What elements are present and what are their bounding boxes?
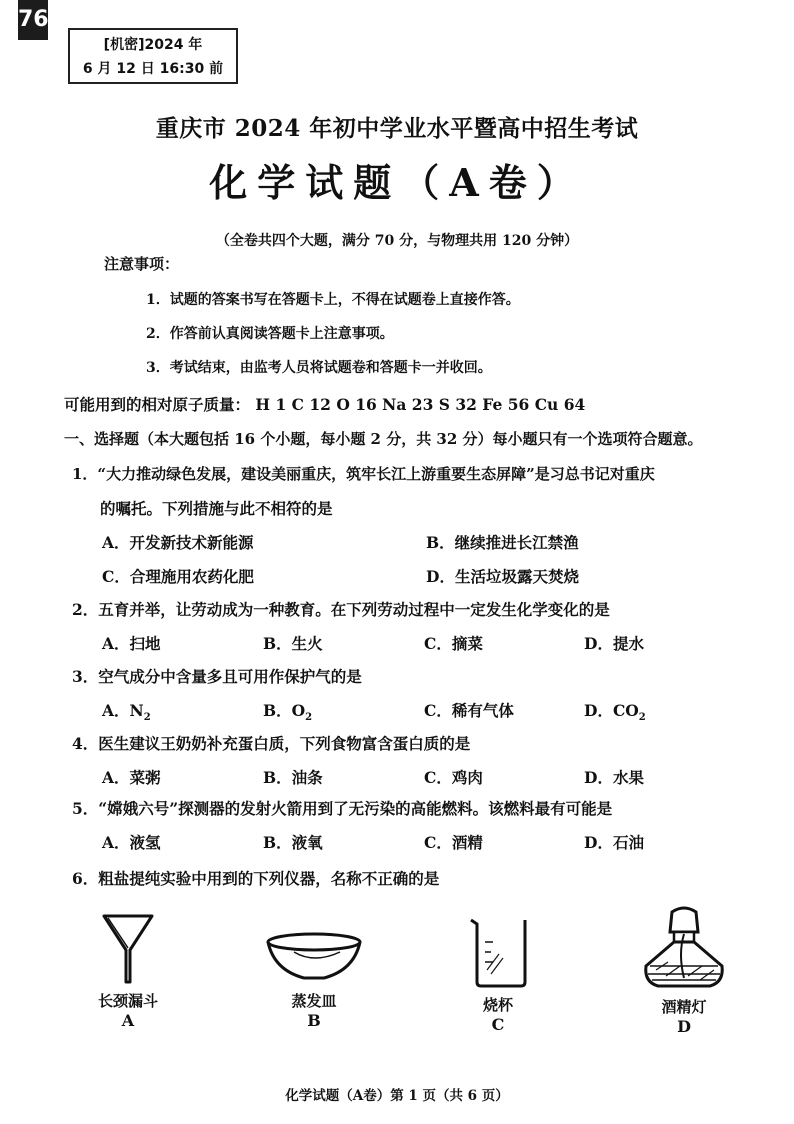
figure-c — [456, 914, 540, 1034]
question-3-stem: 3．空气成分中含量多且可用作保护气的是 — [72, 667, 362, 686]
exam-note: （全卷共四个大题，满分 70 分，与物理共用 120 分钟） — [215, 233, 579, 249]
question-5-option-c: C．酒精 — [424, 833, 483, 852]
question-5-option-d: D．石油 — [584, 833, 644, 852]
question-3-option-d — [584, 699, 646, 723]
question-3-option-a-text: A．N — [102, 701, 144, 720]
atomic-masses: 可能用到的相对原子质量： H 1 C 12 O 16 Na 23 S 32 Fe 56 Cu 64 — [64, 395, 586, 414]
beaker-icon — [463, 914, 533, 990]
question-2-option-a: A．扫地 — [102, 634, 161, 653]
figure-d-letter: D — [677, 1017, 691, 1036]
figure-b-label: 蒸发皿 — [291, 992, 337, 1010]
notice-title: 注意事项： — [104, 255, 180, 273]
corner-page-marker: 76 — [18, 0, 48, 40]
question-4-option-a: A．菜粥 — [102, 768, 161, 787]
evaporating-dish-icon — [264, 930, 364, 986]
subscript: 2 — [305, 712, 313, 724]
figure-a — [86, 910, 170, 1030]
subscript: 2 — [143, 712, 151, 724]
question-1-option-d: D．生活垃圾露天焚烧 — [426, 567, 579, 586]
question-2-stem: 2．五育并举，让劳动成为一种教育。在下列劳动过程中一定发生化学变化的是 — [72, 600, 610, 619]
question-3-option-c: C．稀有气体 — [424, 701, 514, 720]
question-5-option-b: B．液氧 — [263, 833, 323, 852]
question-4-option-c: C．鸡肉 — [424, 768, 483, 787]
question-1-stem: 1．“大力推动绿色发展，建设美丽重庆，筑牢长江上游重要生态屏障”是习总书记对重庆 — [72, 465, 655, 483]
figure-d-label: 酒精灯 — [661, 998, 707, 1016]
figure-a-label: 长颈漏斗 — [97, 992, 158, 1010]
question-3-option-b-text: B．O — [263, 701, 306, 720]
confidential-line-2: 6 月 12 日 16:30 前 — [82, 61, 224, 77]
confidential-box — [68, 28, 238, 84]
question-2-option-b: B．生火 — [263, 634, 323, 653]
question-4-option-d: D．水果 — [584, 768, 644, 787]
notice-item-2: 2．作答前认真阅读答题卡上注意事项。 — [146, 326, 394, 342]
notice-item-1: 1．试题的答案书写在答题卡上，不得在试题卷上直接作答。 — [146, 292, 520, 308]
question-3-option-d-text: D．CO — [584, 701, 639, 720]
confidential-line-1: [机密]2024 年 — [103, 37, 203, 53]
question-1-option-b: B．继续推进长江禁渔 — [426, 533, 579, 552]
funnel-icon — [98, 910, 158, 986]
subscript: 2 — [638, 712, 646, 724]
figure-c-label: 烧杯 — [482, 996, 513, 1014]
section-1-heading: 一、选择题（本大题包括 16 个小题，每小题 2 分，共 32 分）每小题只有一个选项符合题意。 — [64, 430, 703, 448]
question-3-option-a — [102, 699, 151, 723]
question-5-option-a: A．液氢 — [102, 833, 161, 852]
exam-title: 重庆市 2024 年初中学业水平暨高中招生考试 — [155, 115, 639, 142]
question-3-option-b — [263, 699, 312, 723]
figure-d — [636, 904, 732, 1036]
figure-a-letter: A — [121, 1011, 135, 1030]
question-1-option-a: A．开发新技术新能源 — [102, 533, 254, 552]
question-2-option-d: D．提水 — [584, 634, 644, 653]
alcohol-lamp-icon — [638, 904, 730, 992]
question-1-option-c: C．合理施用农药化肥 — [102, 567, 254, 586]
figure-c-letter: C — [491, 1015, 505, 1034]
page-footer: 化学试题（A卷）第 1 页（共 6 页） — [285, 1088, 509, 1104]
subject-title: 化学试题（A卷） — [209, 160, 585, 205]
question-5-stem: 5．“嫦娥六号”探测器的发射火箭用到了无污染的高能燃料。该燃料最有可能是 — [72, 799, 613, 818]
question-4-option-b: B．油条 — [263, 768, 323, 787]
question-4-stem: 4．医生建议王奶奶补充蛋白质，下列食物富含蛋白质的是 — [72, 734, 471, 753]
figure-b-letter: B — [307, 1011, 321, 1030]
question-6-stem: 6．粗盐提纯实验中用到的下列仪器，名称不正确的是 — [72, 869, 440, 888]
question-2-option-c: C．摘菜 — [424, 634, 483, 653]
question-1-stem-cont: 的嘱托。下列措施与此不相符的是 — [100, 499, 333, 518]
notice-item-3: 3．考试结束，由监考人员将试题卷和答题卡一并收回。 — [146, 360, 492, 376]
figure-b — [262, 930, 366, 1030]
